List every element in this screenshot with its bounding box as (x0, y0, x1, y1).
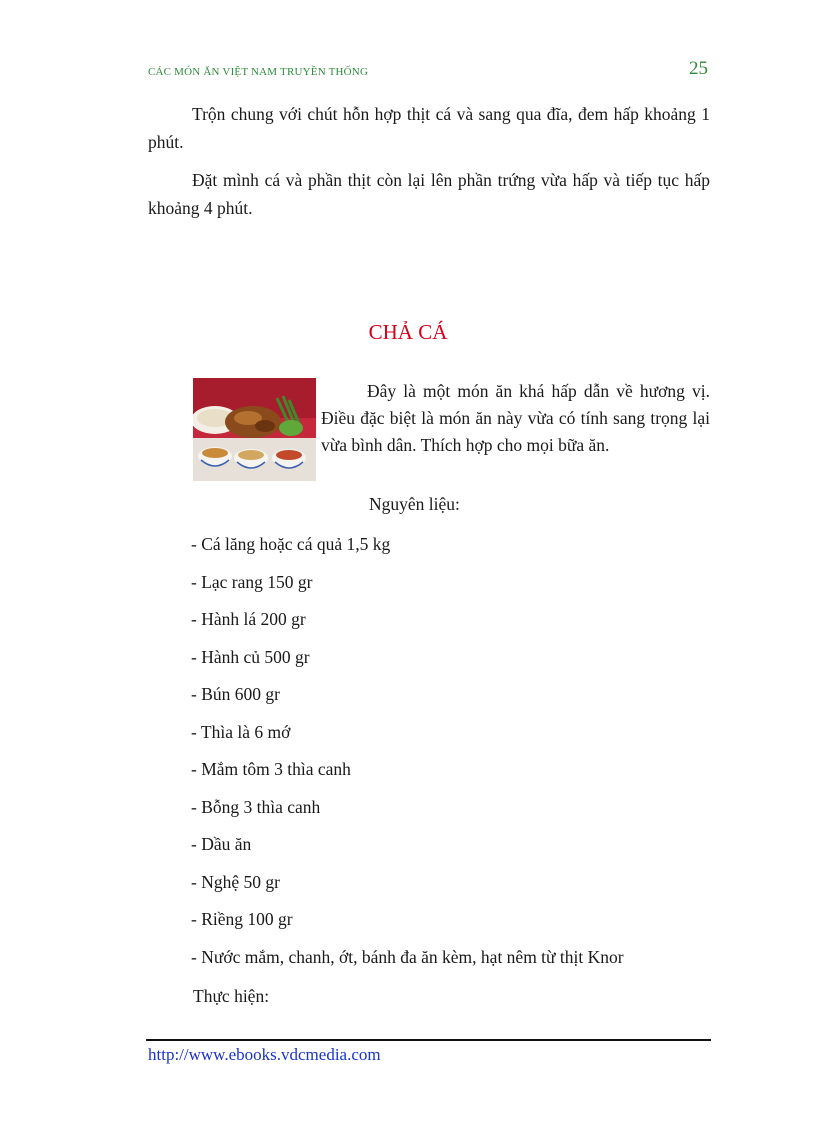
ingredients-label: Nguyên liệu: (369, 494, 460, 514)
ingredient-item: - Riềng 100 gr (191, 909, 293, 929)
ingredient-item: - Thìa là 6 mớ (191, 721, 291, 742)
ingredient-item: - Nghệ 50 gr (191, 871, 280, 892)
page-number: 25 (689, 58, 708, 79)
footer-divider (146, 1039, 711, 1041)
ingredient-item: - Nước mắm, chanh, ớt, bánh đa ăn kèm, hạt nêm từ thịt Knor (191, 946, 624, 967)
ingredient-item: - Bỗng 3 thìa canh (191, 796, 321, 817)
ingredient-item: - Cá lăng hoặc cá quả 1,5 kg (191, 534, 391, 554)
recipe-title: CHẢ CÁ (368, 320, 448, 344)
ingredient-item: - Bún 600 gr (191, 684, 280, 704)
ingredient-item: - Lạc rang 150 gr (191, 571, 313, 592)
dish-photo (193, 378, 316, 481)
body-paragraph-1: Trộn chung với chút hỗn hợp thịt cá và sang qua đĩa, đem hấp khoảng 1 phút. (148, 104, 710, 152)
ingredient-item: - Mắm tôm 3 thìa canh (191, 759, 351, 779)
running-header-title: CÁC MÓN ĂN VIỆT NAM TRUYỀN THỐNG (148, 66, 369, 78)
body-paragraph-2: Đặt mình cá và phần thịt còn lại lên phần trứng vừa hấp và tiếp tục hấp khoảng 4 phút. (148, 170, 710, 218)
method-label: Thực hiện: (193, 986, 270, 1006)
ingredients-list (191, 530, 624, 980)
recipe-intro: Đây là một món ăn khá hấp dẫn về hương vị. Điều đặc biệt là món ăn này vừa có tính sang trọng lại vừa bình dân. Thích hợp cho mọi bữa ăn. (321, 381, 710, 455)
ingredient-item: - Hành củ 500 gr (191, 646, 310, 667)
ingredient-item: - Dầu ăn (191, 834, 252, 854)
footer-link[interactable]: http://www.ebooks.vdcmedia.com (148, 1045, 381, 1064)
ingredient-item: - Hành lá 200 gr (191, 609, 306, 629)
